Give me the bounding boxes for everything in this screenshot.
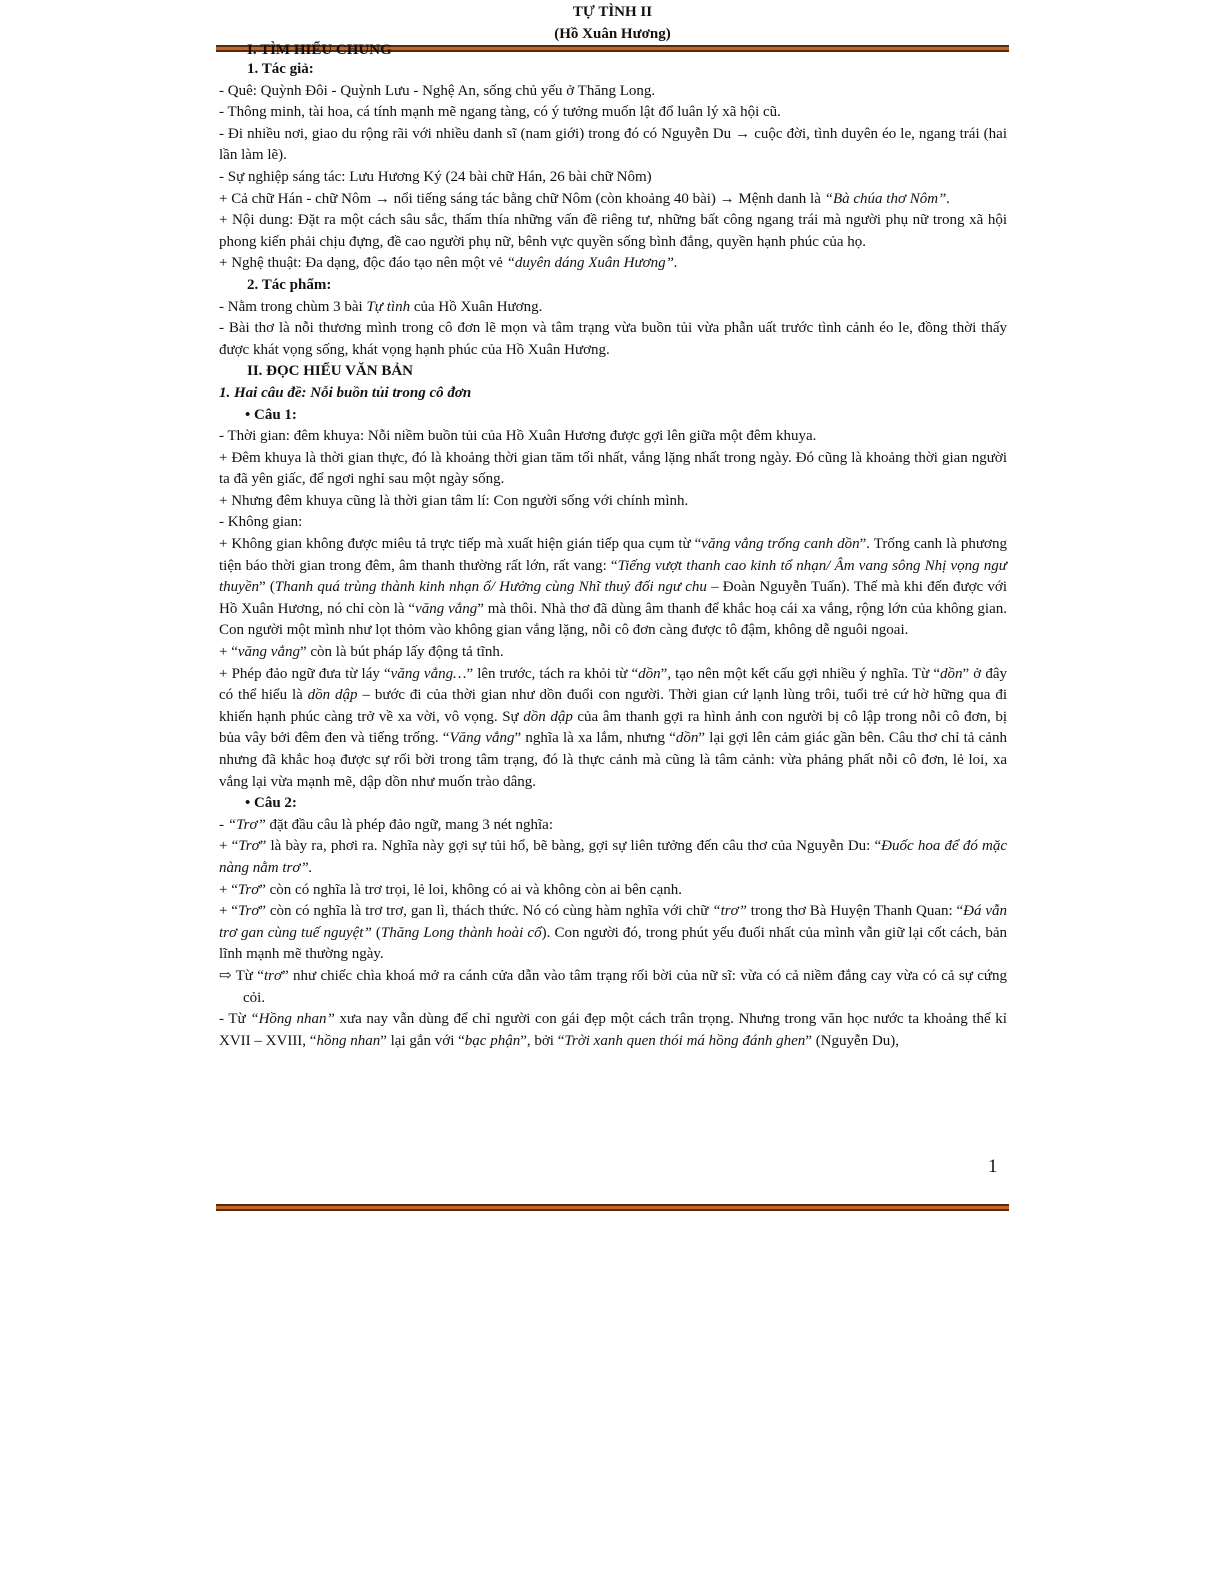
paragraph: + Nghệ thuật: Đa dạng, độc đáo tạo nên một vẻ “duyên dáng Xuân Hương”. [219,255,678,272]
paragraph: - Nằm trong chùm 3 bài Tự tình của Hồ Xuân Hương. [219,298,543,315]
bullet-heading: • Câu 2: [245,795,297,812]
paragraph: + Nhưng đêm khuya cũng là thời gian tâm lí: Con người sống với chính mình. [219,492,689,509]
paragraph: - Đi nhiều nơi, giao du rộng rãi với nhiều danh sĩ (nam giới) trong đó có Nguyễn Du → cuộc đời, tình duyên éo le, ngang trái (hai lần làm lẽ). [219,125,1007,164]
paragraph: - “Trơ” đặt đầu câu là phép đảo ngữ, mang 3 nét nghĩa: [219,816,554,833]
paragraph: + “Trơ” là bày ra, phơi ra. Nghĩa này gợi sự tủi hổ, bẽ bàng, gợi sự liên tưởng đến câu thơ của Nguyễn Du: “Đuốc hoa để đó mặc nàng nằm trơ”. [219,838,1007,876]
page-number: 1 [988,1156,998,1177]
paragraph: - Thời gian: đêm khuya: Nỗi niềm buồn tủi của Hồ Xuân Hương được gợi lên giữa một đêm khuya. [219,428,817,445]
page-subtitle: (Hồ Xuân Hương) [554,26,671,42]
paragraph: - Quê: Quỳnh Đôi - Quỳnh Lưu - Nghệ An, sống chủ yếu ở Thăng Long. [219,82,656,99]
page-title: TỰ TÌNH II [572,4,653,20]
paragraph: + Đêm khuya là thời gian thực, đó là khoảng thời gian tăm tối nhất, vắng lặng nhất trong ngày. Đó cũng là khoảng thời gian người ta đã yên giấc, để ngơi nghỉ sau một ngày sống. [219,449,1007,488]
paragraph: ⇨ Từ “trơ” như chiếc chìa khoá mở ra cánh cửa dẫn vào tâm trạng rối bời của nữ sĩ: vừa có cả niềm đắng cay vừa có cả sự cứng cỏi. [219,967,1007,1006]
paragraph: + Nội dung: Đặt ra một cách sâu sắc, thấm thía những vấn đề riêng tư, những bất công ngang trái mà người phụ nữ trong xã hội phong kiến phải chịu đựng, đề cao người phụ nữ, bênh vực quyền sống bình đẳng, quyền hạnh phúc của họ. [219,212,1007,250]
paragraph: + “văng vẳng” còn là bút pháp lấy động tả tĩnh. [219,644,504,661]
subheading: 1. Tác giả: [247,61,314,77]
paragraph: + Cả chữ Hán - chữ Nôm → nổi tiếng sáng tác bằng chữ Nôm (còn khoảng 40 bài) → Mệnh danh là “Bà chúa thơ Nôm”. [219,190,951,207]
paragraph: + Không gian không được miêu tả trực tiếp mà xuất hiện gián tiếp qua cụm từ “văng vẳng trống canh dồn”. Trống canh là phương tiện báo thời gian trong đêm, âm thanh thường rất lớn, rất vang: “Tiếng vượt thanh cao kinh tổ nhạn/ Âm vang sông Nhị vọng ngư thuyền” (Thanh quá trùng thành kinh nhạn ổ/ Hưởng cùng Nhĩ thuỷ đối ngư chu – Đoàn Nguyễn Tuấn). Thế mà khi đến được với Hồ Xuân Hương, nó chỉ còn là “văng vẳng” mà thôi. Nhà thơ đã dùng âm thanh để khắc hoạ cái xa vắng, rộng lớn của không gian. Con người một mình như lọt thỏm vào không gian vắng lặng, nỗi cô đơn càng được tô đậm, không dễ nguôi ngoai. [219,536,1007,639]
paragraph: - Sự nghiệp sáng tác: Lưu Hương Ký (24 bài chữ Hán, 26 bài chữ Nôm) [219,168,652,185]
paragraph: - Không gian: [219,514,303,531]
section-heading: I. TÌM HIỂU CHUNG [247,42,392,58]
bullet-heading: • Câu 1: [245,406,297,423]
document-body [219,41,1007,1052]
subheading: 1. Hai câu đề: Nỗi buồn tủi trong cô đơn [219,384,472,401]
paragraph: + Phép đảo ngữ đưa từ láy “văng vẳng…” lên trước, tách ra khỏi từ “dồn”, tạo nên một kết cấu gợi nhiều ý nghĩa. Từ “dồn” ở đây có thể hiểu là dồn dập – bước đi của thời gian như dồn đuổi con người. Thời gian cứ lạnh lùng trôi, tuổi trẻ cứ hờ hững qua đi khiến hạnh phúc càng trở về xa vời, vô vọng. Sự dồn dập của âm thanh gợi ra hình ảnh con người bị cô lập trong nỗi cô đơn, bị bủa vây bởi đêm đen và tiếng trống. “Văng vẳng” nghĩa là xa lắm, nhưng “dồn” lại gợi lên cảm giác gần bên. Câu thơ chỉ tả cảnh nhưng đã khắc hoạ được sự rối bời trong tâm trạng, đó là thực cảnh mà cũng là tâm cảnh: vừa phảng phất nỗi cô đơn, lẻ loi, xa vắng lại vừa mạnh mẽ, dập dồn như muốn trào dâng. [219,665,1008,790]
subheading: 2. Tác phẩm: [247,276,332,293]
section-heading: II. ĐỌC HIỂU VĂN BẢN [247,363,413,380]
paragraph: + “Trơ” còn có nghĩa là trơ trọi, lẻ loi, không có ai và không còn ai bên cạnh. [219,881,683,898]
paragraph: - Từ “Hồng nhan” xưa nay vẫn dùng để chỉ người con gái đẹp một cách trân trọng. Nhưng trong văn học nước ta khoảng thế kỉ XVII – XVIII, “hồng nhan” lại gắn với “bạc phận”, bởi “Trời xanh quen thói má hồng đánh ghen” (Nguyễn Du), [219,1011,1007,1049]
paragraph: - Bài thơ là nỗi thương mình trong cô đơn lẽ mọn và tâm trạng vừa buồn tủi vừa phẫn uất trước tình cảnh éo le, đồng thời thấy được khát vọng sống, khát vọng hạnh phúc của Hồ Xuân Hương. [219,320,1007,358]
paragraph: + “Trơ” còn có nghĩa là trơ trơ, gan lì, thách thức. Nó có cùng hàm nghĩa với chữ “trơ” trong thơ Bà Huyện Thanh Quan: “Đá vẫn trơ gan cùng tuế nguyệt” (Thăng Long thành hoài cổ). Con người đó, trong phút yếu đuối nhất của mình vẫn giữ lại cốt cách, bản lĩnh mạnh mẽ thường ngày. [219,903,1007,963]
paragraph: - Thông minh, tài hoa, cá tính mạnh mẽ ngang tàng, có ý tưởng muốn lật đổ luân lý xã hội cũ. [219,104,781,121]
footer-rule [216,1204,1009,1211]
